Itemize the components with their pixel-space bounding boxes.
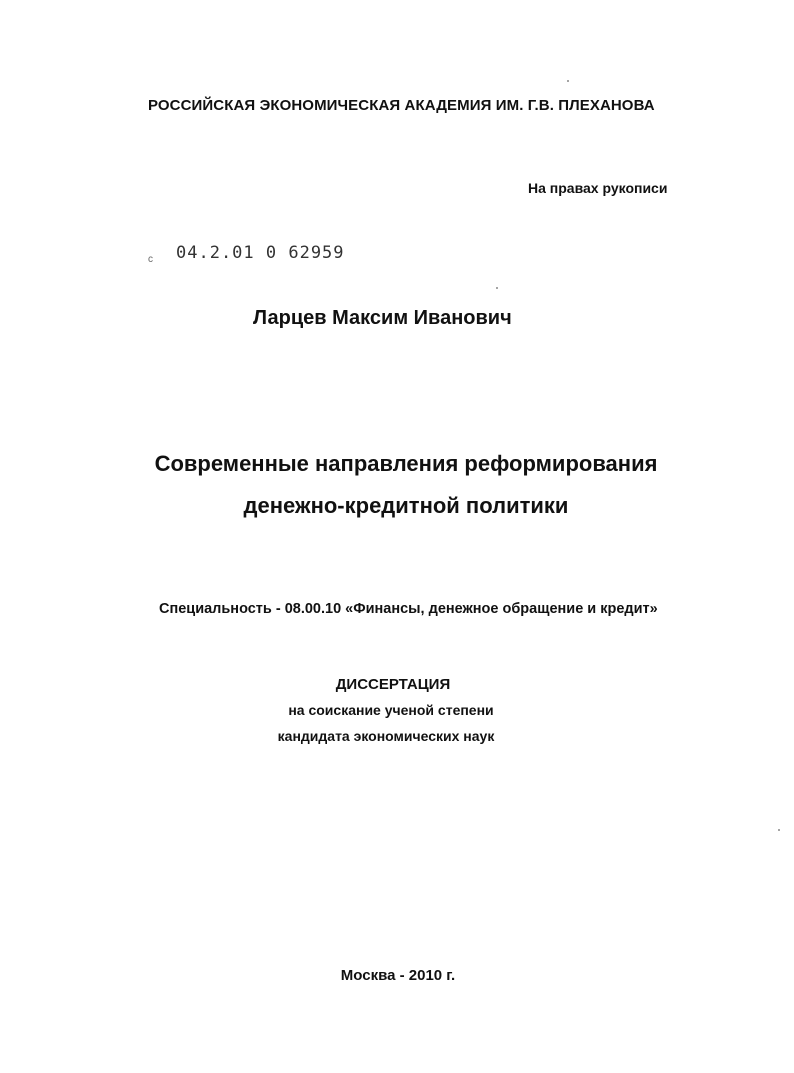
degree-purpose-line-2: кандидата экономических наук [277,728,495,744]
city-year: Москва - 2010 г. [340,967,456,984]
dissertation-title-line-1: Современные направления реформирования [154,451,658,476]
institution-name: РОССИЙСКАЯ ЭКОНОМИЧЕСКАЯ АКАДЕМИЯ ИМ. Г.В. ПЛЕХАНОВА [148,97,655,114]
scan-speck [496,287,498,289]
stamp-mark: c [148,254,153,265]
dissertation-title-line-2: денежно-кредитной политики [243,493,569,518]
author-name: Ларцев Максим Иванович [253,307,512,329]
scan-speck [778,829,780,831]
library-stamp-number: 04.2.01 0 62959 [176,243,345,263]
degree-purpose-line-1: на соискание ученой степени [288,702,494,718]
manuscript-note: На правах рукописи [528,180,668,196]
scan-speck [567,80,569,82]
specialty-line: Специальность - 08.00.10 «Финансы, денежное обращение и кредит» [159,601,658,617]
dissertation-label: ДИССЕРТАЦИЯ [335,676,451,693]
